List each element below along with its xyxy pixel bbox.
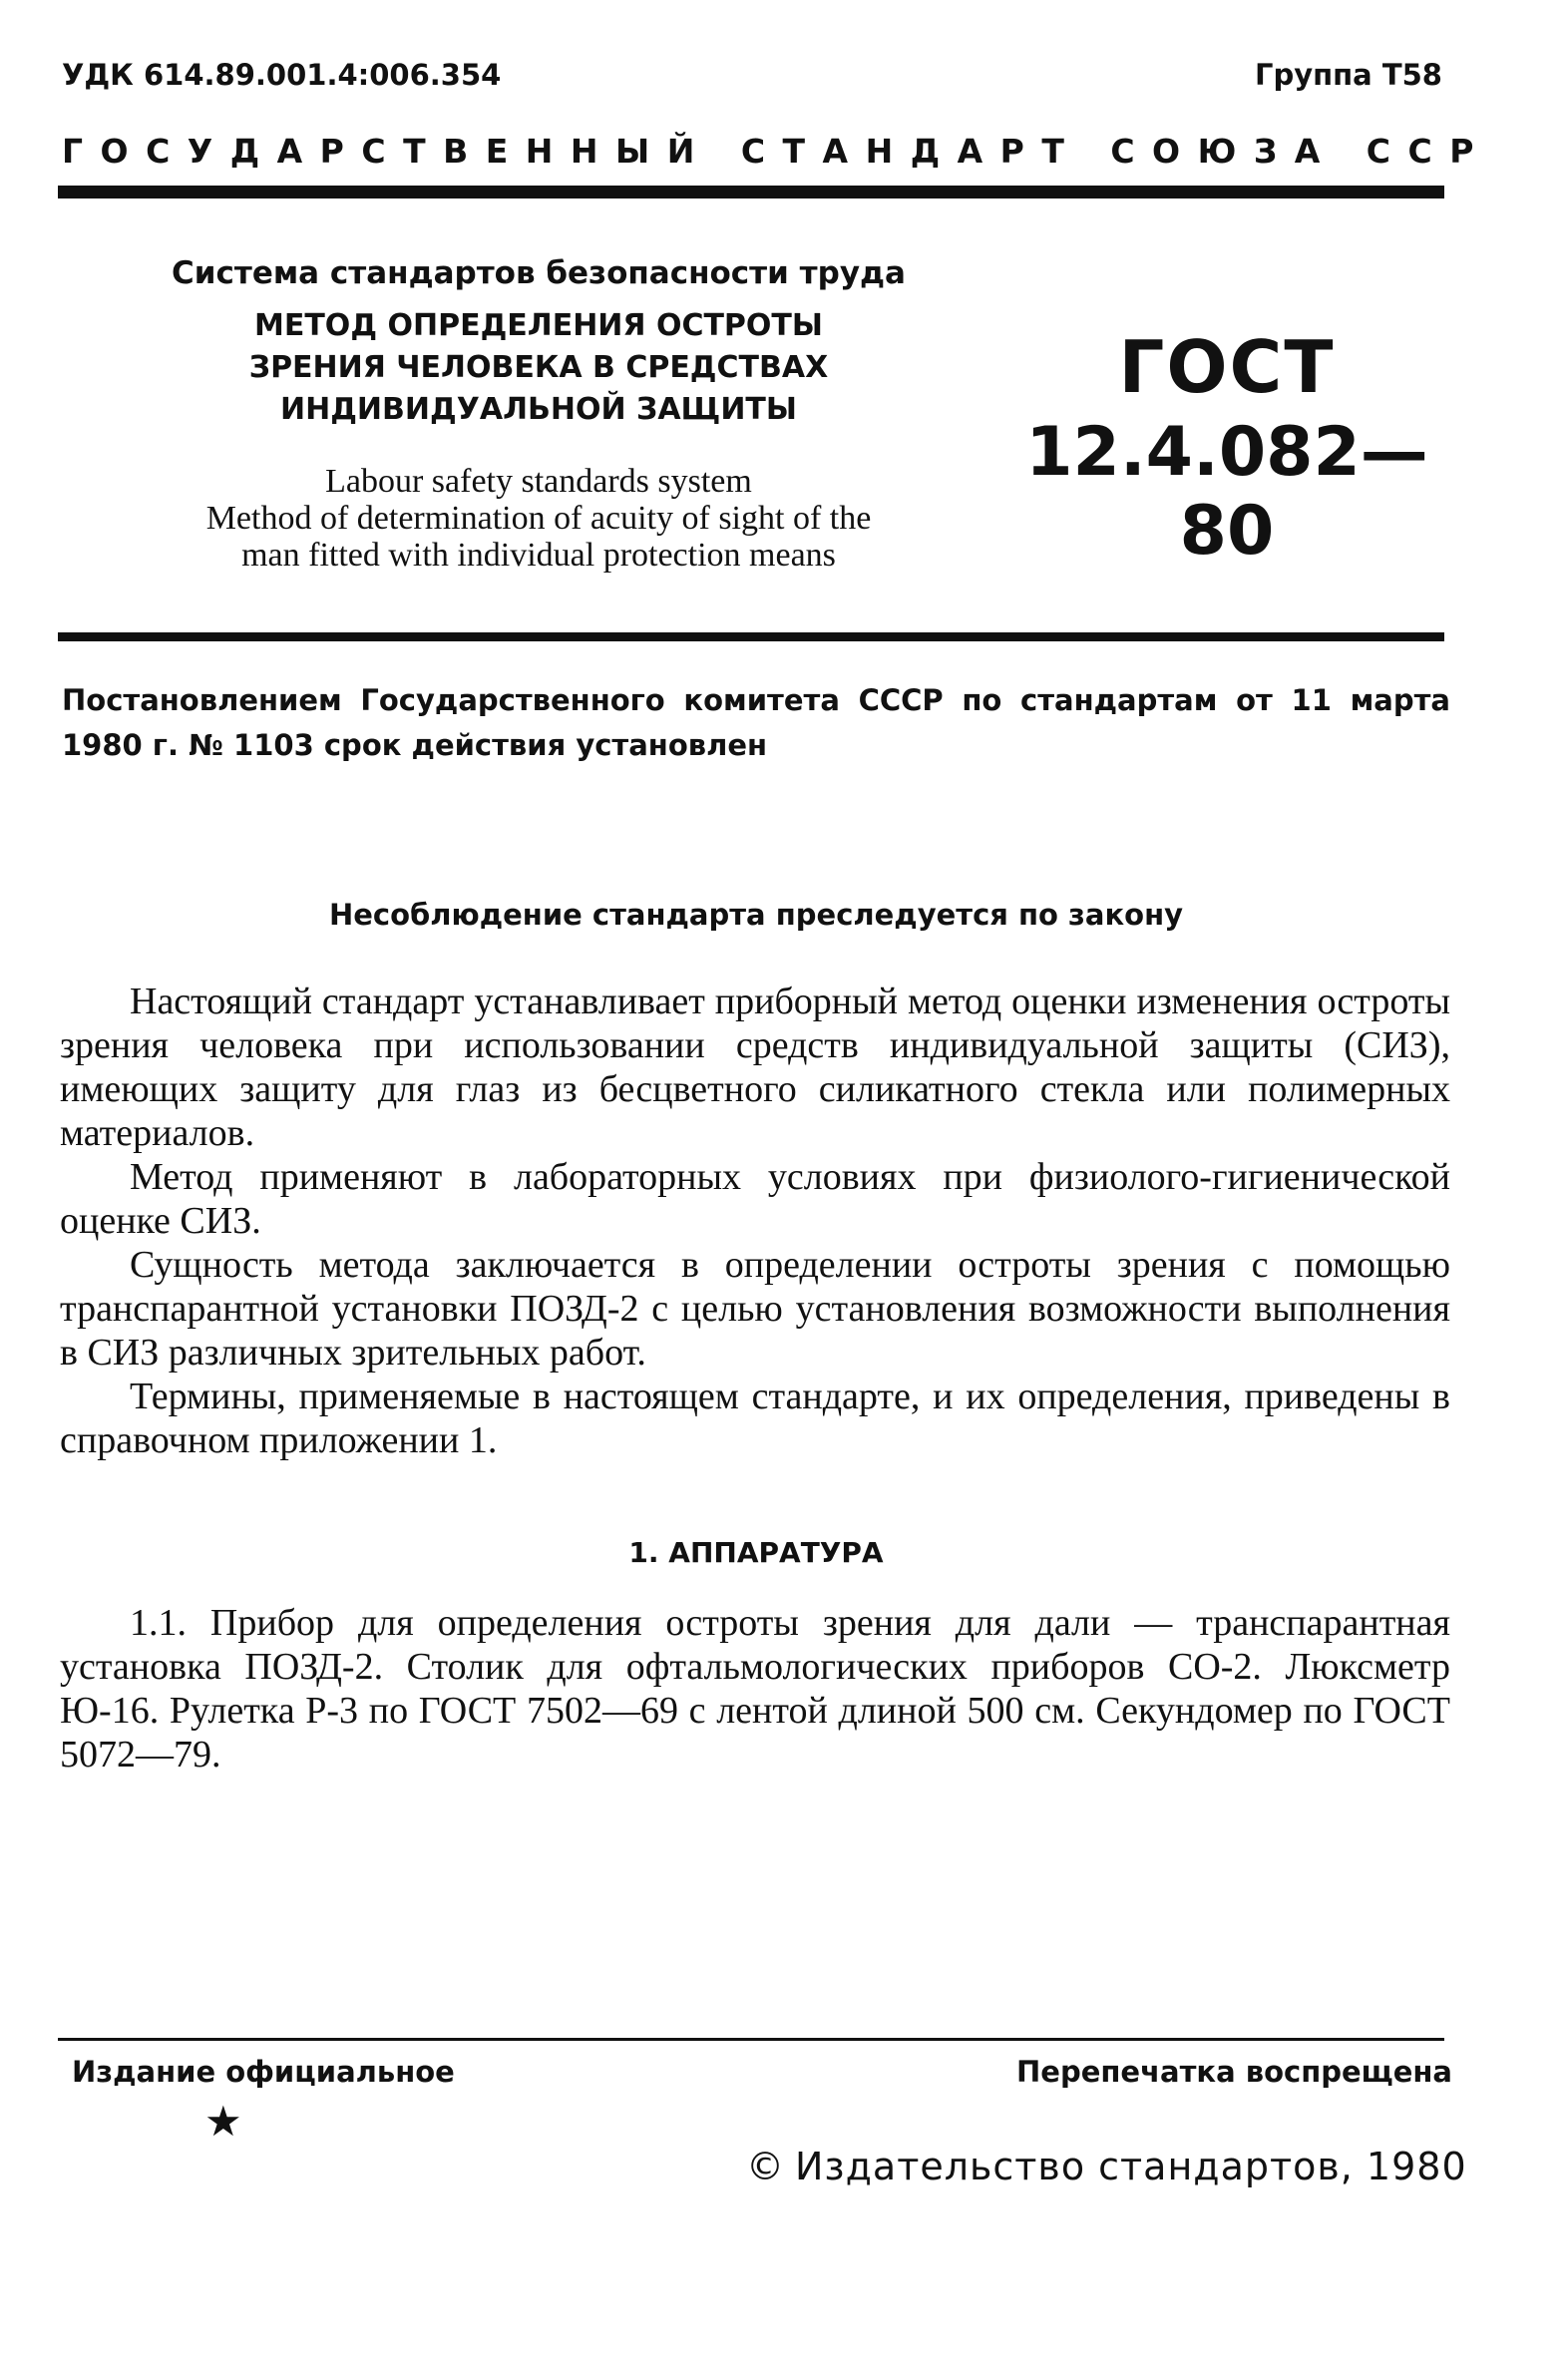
english-title (90, 463, 987, 574)
legal-warning: Несоблюдение стандарта преследуется по закону (328, 898, 1184, 932)
group-code: Группа Т58 (1254, 58, 1442, 92)
middle-rule (58, 632, 1444, 641)
publisher-line (746, 2145, 1467, 2188)
russian-title (130, 305, 948, 431)
star-icon: ★ (204, 2097, 242, 2146)
paragraph-1-1: 1.1. Прибор для определения остроты зрения для дали — транспарантная установка ПОЗД-2. Столик для офтальмологических приборов СО-2. Люксметр Ю-16. Рулетка Р-3 по ГОСТ 7502—69 с лентой длиной 500 см. Секундомер по ГОСТ 5072—79. (60, 1602, 1450, 1775)
resolution-text: Постановлением Государственного комитета СССР по стандартам от 11 марта 1980 г. № 1103 срок действия установлен (62, 683, 1450, 762)
top-rule (58, 186, 1444, 198)
system-title: Система стандартов безопасности труда (172, 255, 906, 291)
english-title-line-1: Labour safety standards system (325, 463, 752, 500)
publisher-name: Издательство стандартов, 1980 (795, 2145, 1467, 2188)
edition-label: Издание официальное (72, 2055, 455, 2089)
paragraph-application: Метод применяют в лабораторных условиях при физиолого-гигиенической оценке СИЗ. (60, 1156, 1450, 1242)
paragraph-terms: Термины, применяемые в настоящем стандарте, и их определения, приведены в справочном приложении 1. (60, 1376, 1450, 1461)
english-title-line-3: man fitted with individual protection means (241, 537, 836, 574)
introduction-body (60, 980, 1450, 1462)
paragraph-essence: Сущность метода заключается в определении остроты зрения с помощью транспарантной установки ПОЗД-2 с целью установления возможности выполнения в СИЗ различных зрительных работ. (60, 1244, 1450, 1374)
reprint-notice: Перепечатка воспрещена (1016, 2055, 1452, 2089)
russian-title-line-1: МЕТОД ОПРЕДЕЛЕНИЯ ОСТРОТЫ (254, 308, 823, 343)
english-title-line-2: Method of determination of acuity of sight of the (205, 500, 872, 537)
gost-number: 12.4.082—80 (1025, 413, 1428, 571)
section-title: 1. АППАРАТУРА (628, 1536, 884, 1569)
russian-title-line-2: ЗРЕНИЯ ЧЕЛОВЕКА В СРЕДСТВАХ (248, 350, 829, 385)
state-standard-banner: ГОСУДАРСТВЕННЫЙ СТАНДАРТ СОЮЗА ССР (62, 132, 1491, 171)
copyright-icon: © (746, 2145, 785, 2188)
udc-code: УДК 614.89.001.4:006.354 (62, 58, 502, 92)
gost-label: ГОСТ (1118, 325, 1336, 409)
section-body (60, 1601, 1450, 1776)
paragraph-scope: Настоящий стандарт устанавливает приборный метод оценки изменения остроты зрения человека при использовании средств индивидуальной защиты (СИЗ), имеющих защиту для глаз из бесцветного силикатного стекла или полимерных материалов. (60, 981, 1450, 1154)
bottom-rule (58, 2038, 1444, 2041)
russian-title-line-3: ИНДИВИДУАЛЬНОЙ ЗАЩИТЫ (280, 392, 797, 427)
